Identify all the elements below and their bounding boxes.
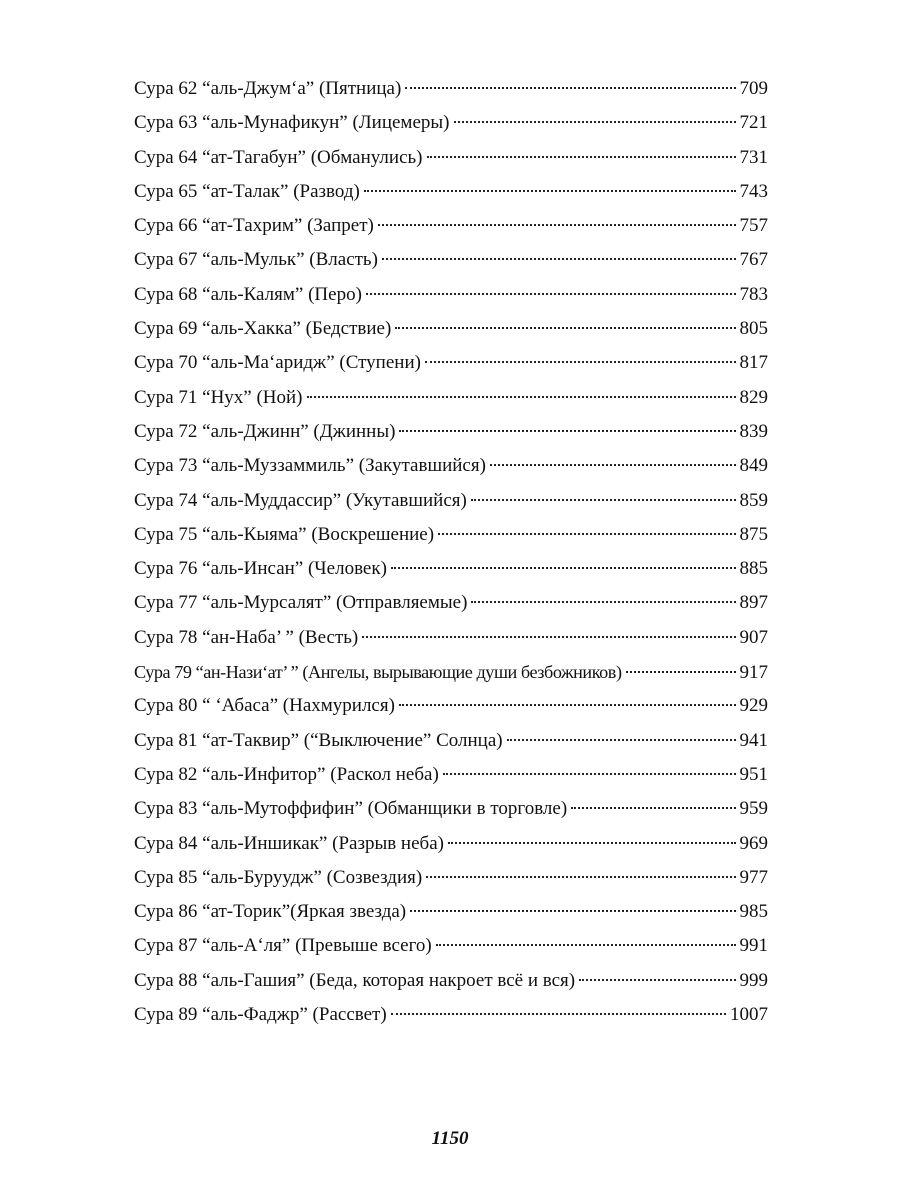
- dot-leader: [471, 601, 735, 603]
- toc-entry-page: 885: [739, 558, 768, 580]
- dot-leader: [507, 739, 736, 741]
- dot-leader: [427, 156, 736, 158]
- toc-entry-page: 805: [739, 318, 768, 340]
- toc-entry-title: Сура 74 “аль-Муддассир” (Укутавшийся): [134, 489, 467, 511]
- toc-entry-sura-73: [134, 449, 768, 483]
- toc-entry-page: 969: [739, 832, 768, 854]
- toc-entry-title: Сура 66 “ат-Тахрим” (Запрет): [134, 215, 374, 237]
- dot-leader: [443, 773, 736, 775]
- toc-entry-page: 897: [739, 592, 768, 614]
- toc-entry-title: Сура 79 “ан-Нази‘ат’ ” (Ангелы, вырывающие души безбожников): [134, 662, 622, 683]
- toc-entry-page: 757: [739, 215, 768, 237]
- dot-leader: [410, 910, 735, 912]
- toc-entry-title: Сура 76 “аль-Инсан” (Человек): [134, 558, 387, 580]
- toc-entry-sura-83: [134, 792, 768, 826]
- page-number: 1150: [431, 1128, 469, 1149]
- toc-entry-title: Сура 85 “аль-Буруудж” (Созвездия): [134, 866, 423, 888]
- toc-entry-sura-86: [134, 895, 768, 929]
- toc-entry-title: Сура 71 “Нух” (Ной): [134, 386, 303, 408]
- toc-entry-title: Сура 64 “ат-Тагабун” (Обманулись): [134, 146, 423, 168]
- toc-entry-page: 731: [739, 146, 768, 168]
- toc-entry-sura-69: [134, 312, 768, 346]
- toc-entry-sura-75: [134, 518, 768, 552]
- dot-leader: [391, 567, 736, 569]
- toc-entry-title: Сура 83 “аль-Мутоффифин” (Обманщики в торговле): [134, 798, 568, 820]
- dot-leader: [425, 361, 736, 363]
- toc-entry-sura-70: [134, 346, 768, 380]
- toc-entry-page: 709: [739, 78, 768, 99]
- toc-entry-page: 817: [739, 352, 768, 374]
- toc-entry-page: 743: [739, 180, 768, 202]
- toc-entry-title: Сура 63 “аль-Мунафикун” (Лицемеры): [134, 112, 450, 134]
- toc-entry-sura-65: [134, 175, 768, 209]
- toc-entry-page: 907: [739, 626, 768, 648]
- dot-leader: [395, 327, 735, 329]
- dot-leader: [626, 671, 736, 673]
- toc-entry-title: Сура 69 “аль-Хакка” (Бедствие): [134, 318, 392, 340]
- toc-entry-page: 721: [739, 112, 768, 134]
- table-of-contents: [134, 72, 768, 1032]
- dot-leader: [364, 190, 736, 192]
- toc-entry-title: Сура 80 “ ‘Абаса” (Нахмурился): [134, 695, 395, 717]
- dot-leader: [391, 1013, 726, 1015]
- dot-leader: [378, 224, 736, 226]
- dot-leader: [366, 293, 736, 295]
- toc-entry-sura-87: [134, 929, 768, 963]
- toc-entry-sura-78: [134, 621, 768, 655]
- toc-entry-title: Сура 84 “аль-Иншикак” (Разрыв неба): [134, 832, 444, 854]
- toc-entry-page: 875: [739, 523, 768, 545]
- toc-entry-page: 951: [739, 763, 768, 785]
- toc-entry-sura-76: [134, 552, 768, 586]
- toc-entry-sura-62: [134, 72, 768, 106]
- toc-entry-page: 941: [739, 729, 768, 751]
- toc-entry-sura-72: [134, 415, 768, 449]
- toc-entry-page: 849: [739, 455, 768, 477]
- toc-entry-title: Сура 68 “аль-Калям” (Перо): [134, 283, 362, 305]
- toc-entry-sura-81: [134, 724, 768, 758]
- toc-entry-sura-84: [134, 827, 768, 861]
- dot-leader: [405, 87, 735, 89]
- toc-entry-title: Сура 75 “аль-Кыяма” (Воскрешение): [134, 523, 435, 545]
- toc-entry-page: 977: [739, 866, 768, 888]
- toc-entry-title: Сура 89 “аль-Фаджр” (Рассвет): [134, 1004, 387, 1026]
- toc-entry-page: 829: [739, 386, 768, 408]
- toc-entry-sura-80: [134, 689, 768, 723]
- toc-entry-title: Сура 67 “аль-Мульк” (Власть): [134, 249, 378, 271]
- dot-leader: [436, 944, 736, 946]
- dot-leader: [454, 121, 736, 123]
- toc-entry-sura-68: [134, 278, 768, 312]
- toc-entry-sura-79: [134, 655, 768, 689]
- toc-entry-page: 929: [739, 695, 768, 717]
- toc-entry-title: Сура 62 “аль-Джум‘а” (Пятница): [134, 78, 402, 99]
- dot-leader: [571, 807, 735, 809]
- toc-entry-page: 991: [739, 935, 768, 957]
- toc-entry-page: 985: [739, 901, 768, 923]
- toc-entry-title: Сура 87 “аль-А‘ля” (Превыше всего): [134, 935, 432, 957]
- dot-leader: [579, 979, 735, 981]
- toc-entry-sura-71: [134, 381, 768, 415]
- toc-entry-sura-74: [134, 484, 768, 518]
- toc-entry-page: 767: [739, 249, 768, 271]
- dot-leader: [490, 464, 736, 466]
- toc-entry-sura-66: [134, 209, 768, 243]
- toc-entry-title: Сура 65 “ат-Талак” (Развод): [134, 180, 360, 202]
- toc-entry-title: Сура 77 “аль-Мурсалят” (Отправляемые): [134, 592, 468, 614]
- toc-entry-sura-89: [134, 998, 768, 1032]
- dot-leader: [382, 258, 736, 260]
- toc-entry-sura-82: [134, 758, 768, 792]
- dot-leader: [307, 396, 736, 398]
- dot-leader: [448, 842, 736, 844]
- toc-entry-title: Сура 73 “аль-Муззаммиль” (Закутавшийся): [134, 455, 486, 477]
- toc-entry-page: 859: [739, 489, 768, 511]
- toc-entry-sura-67: [134, 243, 768, 277]
- toc-entry-sura-64: [134, 141, 768, 175]
- toc-entry-title: Сура 86 “ат-Торик”(Яркая звезда): [134, 901, 407, 923]
- toc-entry-sura-85: [134, 861, 768, 895]
- toc-entry-title: Сура 72 “аль-Джинн” (Джинны): [134, 420, 396, 442]
- toc-entry-title: Сура 82 “аль-Инфитор” (Раскол неба): [134, 763, 439, 785]
- toc-entry-page: 999: [739, 969, 768, 991]
- toc-entry-page: 959: [739, 798, 768, 820]
- dot-leader: [399, 704, 736, 706]
- toc-entry-sura-77: [134, 586, 768, 620]
- dot-leader: [426, 876, 735, 878]
- toc-entry-page: 917: [739, 662, 768, 684]
- toc-entry-title: Сура 78 “ан-Наба’ ” (Весть): [134, 626, 359, 648]
- toc-entry-sura-63: [134, 106, 768, 140]
- dot-leader: [399, 430, 735, 432]
- toc-entry-title: Сура 88 “аль-Гашия” (Беда, которая накроет всё и вся): [134, 969, 576, 991]
- toc-entry-sura-88: [134, 964, 768, 998]
- dot-leader: [362, 636, 735, 638]
- toc-entry-title: Сура 81 “ат-Таквир” (“Выключение” Солнца): [134, 729, 503, 751]
- toc-entry-page: 839: [739, 420, 768, 442]
- toc-entry-page: 783: [739, 283, 768, 305]
- dot-leader: [471, 499, 736, 501]
- toc-entry-page: 1007: [730, 1004, 768, 1026]
- toc-entry-title: Сура 70 “аль-Ма‘аридж” (Ступени): [134, 352, 421, 374]
- dot-leader: [438, 533, 735, 535]
